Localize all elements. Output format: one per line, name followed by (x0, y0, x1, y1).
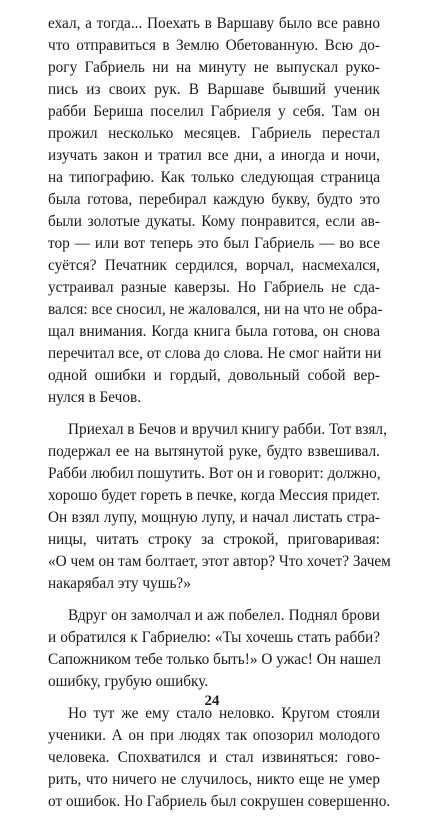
paragraph-1 (48, 13, 383, 409)
text-line: перечитал все, от слова до слова. Не смог найти ни (48, 345, 382, 362)
text-line: изучать закон и тратил все дни, а иногда и ночи, (48, 147, 380, 164)
text-line: «О чем он там болтает, этот автор? Что хочет? Зачем (48, 553, 391, 570)
text-line: Вдруг он замолчал и аж побелел. Поднял брови (68, 607, 380, 624)
text-line: Рабби любил пошутить. Вот он и говорит: должно, (48, 465, 381, 482)
text-line: накарябал эту чушь?» (48, 575, 191, 592)
text-line: были золотые дукаты. Кому понравится, если ав- (48, 213, 380, 230)
text-line: Но тут же ему стало неловко. Кругом стояли (68, 705, 380, 722)
text-line: Сапожником тебе только быть!» О ужас! Он нашел (48, 651, 381, 668)
text-line: рить, что ничего не случилось, никто еще не умер (48, 771, 380, 788)
text-line: устраивал разные каверзы. Но Габриель не сда- (48, 279, 380, 296)
text-line: что отправиться в Землю Обетованную. Всю до- (48, 37, 380, 54)
text-line: подержал ее на вытянутой руке, будто взвешивал. (48, 443, 380, 460)
text-line: и обратился к Габриелю: «Ты хочешь стать рабби? (48, 629, 380, 646)
text-line: на типографию. Как только следующая страница (48, 169, 380, 186)
page-number: 24 (204, 693, 220, 709)
paragraph-3 (48, 605, 380, 693)
text-line: была готова, перебирал каждую букву, будто это (48, 191, 380, 208)
text-line: рабби Бериша поселил Габриеля у себя. Там он (48, 103, 380, 120)
text-line: суётся? Печатник сердился, ворчал, насмехался, (48, 257, 380, 274)
text-line: человека. Спохватился и стал извиняться: гово- (48, 749, 380, 766)
text-line: от ошибок. Но Габриель был сокрушен совершенно. (48, 793, 391, 810)
text-line: рогу Габриель ни на минуту не выпускал руко- (48, 59, 380, 76)
text-line: Он взял лупу, мощную лупу, и начал листать стра- (48, 509, 380, 526)
text-line: пись из своих рук. В Варшаве бывший ученик (48, 81, 380, 98)
text-line: ницы, читать строку за строкой, приговаривая: (48, 531, 380, 548)
paragraph-2 (48, 419, 391, 595)
text-line: Приехал в Бечов и вручил книгу рабби. Тот взял, (68, 421, 387, 438)
text-line: ехал, а тогда... Поехать в Варшаву было все равно (48, 15, 380, 32)
text-line: ошибку, грубую ошибку. (48, 673, 209, 690)
text-line: ученики. А он при людях так опозорил молодого (48, 727, 380, 744)
paragraph-4 (48, 703, 391, 813)
text-line: одной ошибки и гордый, довольный собой вер- (48, 367, 380, 384)
text-line: нулся в Бечов. (48, 389, 142, 406)
text-line: тор — или вот теперь это был Габриель — во все (48, 235, 380, 252)
text-line: щал внимания. Когда книга была готова, он снова (48, 323, 380, 340)
text-line: прожил несколько месяцев. Габриель перестал (48, 125, 380, 142)
text-line: хорошо будет гореть в печке, когда Мессия придет. (48, 487, 380, 504)
text-line: вался: все сносил, не жаловался, ни на что не обра- (48, 301, 383, 318)
